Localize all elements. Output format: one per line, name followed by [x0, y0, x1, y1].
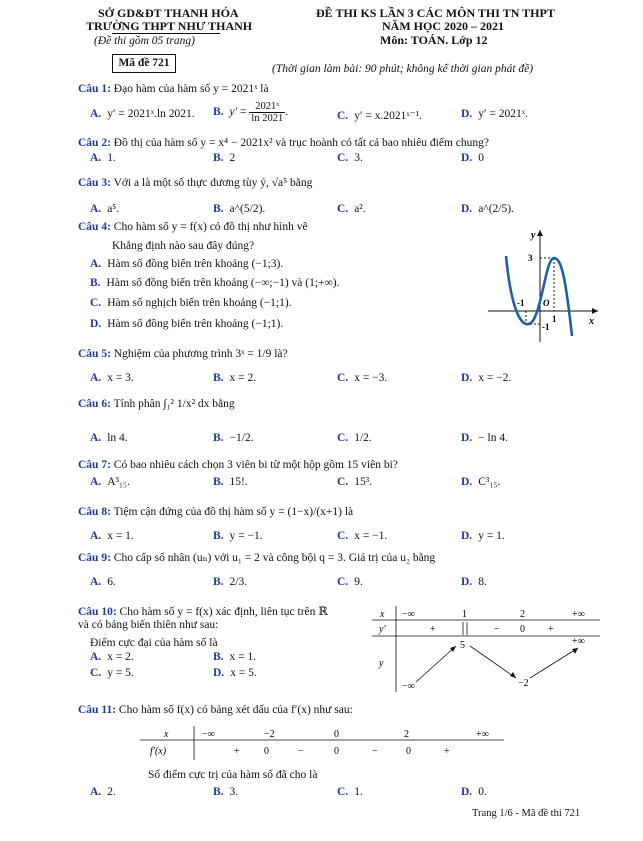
graph-xm1: -1 [517, 298, 525, 308]
bxd-x-head: x [164, 729, 169, 740]
q9-option-d[interactable]: D. 8. [461, 576, 487, 588]
bxd-sign-2: − [298, 746, 304, 757]
q5-option-b[interactable]: B. x = 2. [213, 372, 257, 384]
bbt-x-head: x [380, 609, 385, 620]
question-11: Câu 11: Cho hàm số f(x) có bảng xét dấu của f′(x) như sau: [78, 704, 353, 716]
q9-option-c[interactable]: C. 9. [337, 576, 363, 588]
q3-option-a[interactable]: A. a⁵. [90, 203, 120, 215]
q1-option-d[interactable]: D. y′ = 2021ˣ. [461, 108, 528, 120]
graph-y-label: y [531, 230, 536, 241]
exam-title: ĐỀ THI KS LẦN 3 CÁC MÔN THI TN THPT [316, 6, 555, 20]
bxd-sign-1: 0 [264, 746, 269, 757]
q8-option-b[interactable]: B. y = −1. [213, 530, 263, 542]
school-year: NĂM HỌC 2020 – 2021 [382, 19, 504, 33]
bxd-sign-0: + [234, 746, 240, 757]
q4-option-d[interactable]: D. Hàm số đồng biến trên khoảng (−1;1). [90, 318, 284, 330]
bbt-y-3: −2 [518, 678, 529, 689]
bbt-y-head: y [379, 658, 384, 669]
question-7: Câu 7: Có bao nhiêu cách chọn 3 viên bi từ một hộp gồm 15 viên bi? [78, 459, 398, 471]
bxd-sign-3: 0 [334, 746, 339, 757]
bbt-sign-1: − [494, 624, 500, 635]
q1-option-c[interactable]: C. y′ = x.2021ˣ⁻¹. [337, 110, 423, 122]
q8-option-d[interactable]: D. y = 1. [461, 530, 505, 542]
q9-option-b[interactable]: B. 2/3. [213, 576, 248, 588]
variation-table [372, 606, 600, 692]
bbt-x-3: +∞ [572, 609, 585, 620]
question-10: Câu 10: Cho hàm số y = f(x) xác định, liên tục trên ℝ [78, 606, 328, 618]
bbt-yp-head: y′ [379, 624, 386, 635]
school-name: TRƯỜNG THPT NHƯ THANH [86, 19, 253, 33]
q10-line3: Điểm cực đại của hàm số là [90, 637, 218, 649]
page-footer: Trang 1/6 - Mã đề thi 721 [472, 808, 581, 819]
q3-option-c[interactable]: C. a². [337, 203, 366, 215]
graph-origin: O [543, 298, 550, 308]
bbt-y-1: +∞ [572, 636, 585, 647]
q11-subquestion: Số điểm cực trị của hàm số đã cho là [148, 769, 318, 781]
q7-option-b[interactable]: B. 15!. [213, 476, 248, 488]
exam-code-box: Mã đề 721 [112, 54, 176, 73]
bxd-sign-5: 0 [406, 746, 411, 757]
question-5: Câu 5: Nghiệm của phương trình 3ˣ = 1/9 là? [78, 348, 288, 360]
q7-option-d[interactable]: D. C³₁₅. [461, 476, 501, 488]
q11-option-c[interactable]: C. 1. [337, 786, 363, 798]
bbt-x-0: −∞ [402, 609, 415, 620]
bbt-y-0: 5 [460, 640, 465, 651]
bxd-x-0: −∞ [202, 729, 215, 740]
q6-option-a[interactable]: A. ln 4. [90, 432, 128, 444]
q3-option-b[interactable]: B. a^(5/2). [213, 203, 266, 215]
bbt-sign-0: + [430, 624, 436, 635]
question-8: Câu 8: Tiệm cận đứng của đồ thị hàm số y = (1−x)/(x+1) là [78, 506, 354, 518]
bxd-sign-6: + [444, 746, 450, 757]
bbt-y-2: −∞ [402, 681, 415, 692]
q11-option-d[interactable]: D. 0. [461, 786, 487, 798]
question-2: Câu 2: Đồ thị của hàm số y = x⁴ − 2021x² và trục hoành có tất cả bao nhiêu điểm chung? [78, 137, 490, 149]
bxd-x-3: 2 [404, 729, 409, 740]
graph-y3: 3 [528, 253, 533, 263]
q1-option-a[interactable]: A. y′ = 2021ˣ.ln 2021. [90, 108, 195, 120]
q10-option-a[interactable]: A. x = 2. [90, 651, 134, 663]
q11-option-b[interactable]: B. 3. [213, 786, 239, 798]
bbt-sign-2: 0 [520, 624, 525, 635]
question-6: Câu 6: Tính phân ∫₁² 1/x² dx bằng [78, 398, 235, 410]
q8-option-a[interactable]: A. x = 1. [90, 530, 134, 542]
q9-option-a[interactable]: A. 6. [90, 576, 116, 588]
q10-line2: và có bảng biến thiên như sau: [78, 619, 219, 631]
question-3: Câu 3: Với a là một số thực dương tùy ý, √a⁵ bằng [78, 177, 313, 189]
dept-name: SỞ GD&ĐT THANH HÓA [98, 6, 239, 20]
bbt-x-1: 1 [462, 609, 467, 620]
q2-option-d[interactable]: D. 0 [461, 152, 484, 164]
q4-subquestion: Khẳng định nào sau đây đúng? [112, 240, 255, 252]
header-underline [112, 33, 220, 34]
q2-option-b[interactable]: B. 2 [213, 152, 236, 164]
q3-option-d[interactable]: D. a^(2/5). [461, 203, 514, 215]
graph-x1: 1 [552, 314, 557, 324]
q4-option-c[interactable]: C. Hàm số nghịch biến trên khoảng (−1;1). [90, 297, 292, 309]
q8-option-c[interactable]: C. x = −1. [337, 530, 388, 542]
question-1: Câu 1: Đạo hàm của hàm số y = 2021ˣ là [78, 83, 269, 95]
q4-option-a[interactable]: A. Hàm số đồng biến trên khoảng (−1;3). [90, 258, 284, 270]
bbt-sign-3: + [548, 624, 554, 635]
q1-option-b[interactable]: B. y′ = $\frac{\text{2021ˣ}}{\ln 2021}$ . [213, 101, 289, 125]
page-count-note: (Đề thi gồm 05 trang) [94, 35, 195, 47]
x-axis-arrow [592, 308, 598, 314]
q6-option-b[interactable]: B. −1/2. [213, 432, 254, 444]
sign-table [140, 726, 504, 764]
bxd-x-1: −2 [264, 729, 275, 740]
question-4: Câu 4: Cho hàm số y = f(x) có đồ thị như hình vẽ [78, 221, 308, 233]
time-note: (Thời gian làm bài: 90 phút; không kể thời gian phát đề) [272, 63, 534, 75]
q2-option-c[interactable]: C. 3. [337, 152, 363, 164]
q5-option-d[interactable]: D. x = −2. [461, 372, 512, 384]
bxd-x-2: 0 [334, 729, 339, 740]
q11-option-a[interactable]: A. 2. [90, 786, 116, 798]
graph-x-label: x [589, 316, 594, 327]
q6-option-d[interactable]: D. − ln 4. [461, 432, 508, 444]
q5-option-a[interactable]: A. x = 3. [90, 372, 134, 384]
function-graph [488, 226, 600, 344]
q10-option-d[interactable]: D. x = 5. [213, 667, 257, 679]
q2-option-a[interactable]: A. 1. [90, 152, 116, 164]
bxd-x-4: +∞ [476, 729, 489, 740]
bxd-sign-4: − [372, 746, 378, 757]
q4-option-b[interactable]: B. Hàm số đồng biến trên khoảng (−∞;−1) và (1;+∞). [90, 277, 340, 289]
q5-option-c[interactable]: C. x = −3. [337, 372, 388, 384]
question-9: Câu 9: Cho cấp số nhân (uₙ) với u₁ = 2 và công bội q = 3. Giá trị của u₂ bằng [78, 552, 436, 564]
q10-option-b[interactable]: B. x = 1. [213, 651, 257, 663]
q7-option-a[interactable]: A. A³₁₅. [90, 476, 130, 488]
bxd-fp-head: f′(x) [150, 746, 167, 757]
bbt-x-2: 2 [520, 609, 525, 620]
graph-ym1: -1 [542, 322, 550, 332]
y-axis-arrow [537, 230, 543, 236]
q7-option-c[interactable]: C. 15³. [337, 476, 373, 488]
q10-option-c[interactable]: C. y = 5. [90, 667, 134, 679]
subject: Môn: TOÁN. Lớp 12 [380, 33, 488, 47]
q6-option-c[interactable]: C. 1/2. [337, 432, 372, 444]
